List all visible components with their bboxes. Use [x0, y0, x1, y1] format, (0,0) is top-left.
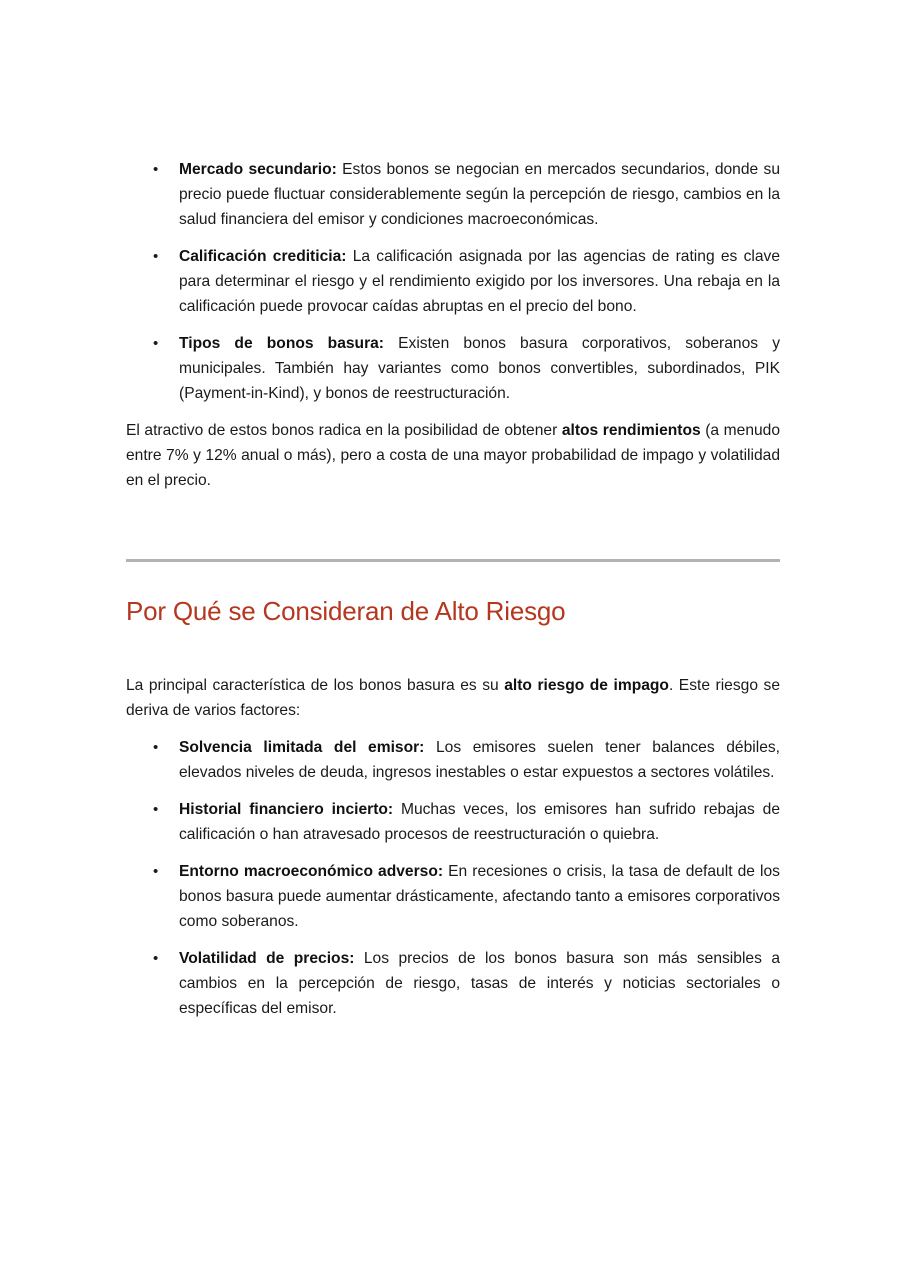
paragraph-emphasis: altos rendimientos — [561, 422, 701, 439]
bullet-text: Los precios de los bonos basura son más sensibles a cambios en la percepción de riesgo, tasas de interés y noticias sectoriales o específicas del emisor. — [179, 950, 780, 1017]
bullet-icon: • — [153, 950, 159, 967]
bullet-term: Mercado secundario: — [179, 161, 337, 178]
list-item — [126, 797, 780, 847]
paragraph-text: El atractivo de estos bonos radica en la posibilidad de obtener — [126, 422, 562, 439]
bullet-term: Historial financiero incierto: — [179, 801, 394, 818]
paragraph-emphasis: alto riesgo de impago — [504, 677, 669, 694]
closing-paragraph — [126, 418, 780, 493]
list-item — [126, 946, 780, 1021]
list-item — [126, 859, 780, 934]
bullet-term: Tipos de bonos basura: — [179, 335, 384, 352]
section-divider — [126, 559, 780, 562]
bullet-term: Volatilidad de precios: — [179, 950, 355, 967]
section-heading: Por Qué se Consideran de Alto Riesgo — [126, 596, 566, 626]
bullet-text: En recesiones o crisis, la tasa de default de los bonos basura puede aumentar drásticamente, afectando tanto a emisores corporativos como soberanos. — [179, 863, 780, 930]
bullet-icon: • — [153, 248, 159, 265]
paragraph-text: La principal característica de los bonos basura es su — [126, 677, 505, 694]
bullet-icon: • — [153, 335, 159, 352]
list-item — [126, 244, 780, 319]
bullet-text: Estos bonos se negocian en mercados secundarios, donde su precio puede fluctuar considerablemente según la percepción de riesgo, cambios en la salud financiera del emisor y condiciones macroeconómicas. — [179, 161, 780, 228]
bullet-icon: • — [153, 161, 159, 178]
bullet-term: Solvencia limitada del emisor: — [179, 739, 425, 756]
bullet-icon: • — [153, 801, 159, 818]
bullet-icon: • — [153, 739, 159, 756]
bullet-text: La calificación asignada por las agencias de rating es clave para determinar el riesgo y el rendimiento exigido por los inversores. Una rebaja en la calificación puede provocar caídas abruptas en el precio del bono. — [179, 248, 780, 315]
bullet-icon: • — [153, 863, 159, 880]
list-item — [126, 157, 780, 232]
paragraph-text: (a menudo entre 7% y 12% anual o más), pero a costa de una mayor probabilidad de impago y volatilidad en el precio. — [126, 422, 781, 489]
list-item — [126, 331, 780, 406]
list-item — [126, 735, 780, 785]
bullet-list-characteristics — [126, 157, 780, 406]
bullet-list-risk-factors — [126, 735, 780, 1021]
bullet-text: Existen bonos basura corporativos, soberanos y municipales. También hay variantes como bonos convertibles, subordinados, PIK (Payment-in-Kind), y bonos de reestructuración. — [179, 335, 780, 402]
paragraph-text: . Este riesgo se deriva de varios factores: — [126, 677, 780, 719]
bullet-text: Los emisores suelen tener balances débiles, elevados niveles de deuda, ingresos inestables o estar expuestos a sectores volátiles. — [179, 739, 780, 781]
document-page — [126, 157, 780, 1033]
bullet-term: Calificación crediticia: — [179, 248, 347, 265]
bullet-term: Entorno macroeconómico adverso: — [179, 863, 444, 880]
bullet-text: Muchas veces, los emisores han sufrido rebajas de calificación o han atravesado procesos de reestructuración o quiebra. — [179, 801, 780, 843]
intro-paragraph — [126, 673, 780, 723]
